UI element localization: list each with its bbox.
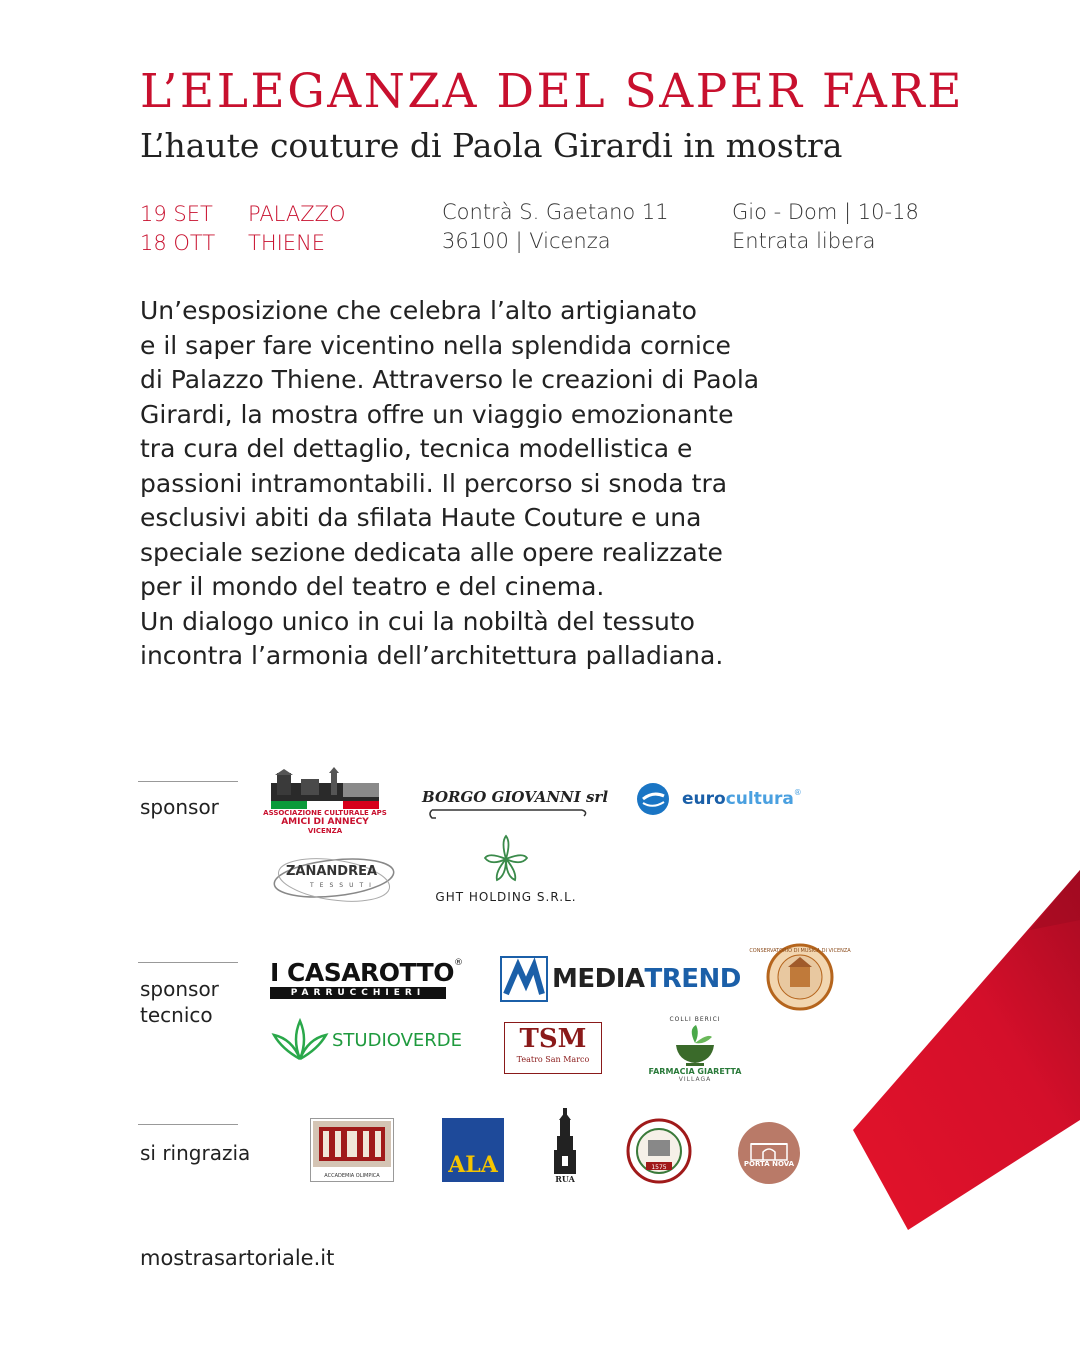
divider (138, 1124, 238, 1125)
zanandrea-name: ZANANDREA (286, 864, 378, 879)
ght-leaf-icon (481, 834, 531, 884)
porta-nova-name: PORTA NOVA (743, 1160, 795, 1168)
tsm-sub: Teatro San Marco (516, 1055, 590, 1064)
tsm-name: TSM (519, 1024, 587, 1054)
tsm-logo (504, 1022, 602, 1074)
accademia-nazionale-year: 1575 (651, 1164, 667, 1171)
ght-name: GHT HOLDING S.R.L. (435, 890, 577, 904)
eurocultura-logo (636, 782, 802, 816)
annecy-line-3: VICENZA (307, 827, 343, 835)
accademia-nazionale-seal-icon (626, 1118, 692, 1184)
event-hours (732, 198, 919, 256)
hours-line-1: Gio - Dom | 10-18 (732, 200, 919, 224)
ala-name: ALA (448, 1152, 498, 1178)
si-ringrazia-label: si ringrazia (140, 1141, 251, 1165)
conservatorio-seal-icon (749, 943, 851, 1011)
eurocultura-word-a: euro (682, 789, 726, 809)
event-venue (248, 200, 346, 258)
event-dates (140, 200, 215, 258)
casarotto-sub: PARRUCCHIERI (270, 987, 446, 999)
rua-tower-icon (551, 1108, 579, 1174)
venue-line-2: THIENE (248, 231, 326, 255)
page-subtitle: L’haute couture di Paola Girardi in mostra (140, 126, 843, 165)
eurocultura-word-b: cultura (725, 789, 794, 809)
description-line: Un dialogo unico in cui la nobiltà del tessuto (140, 606, 695, 636)
event-end-date: 18 OTT (140, 231, 216, 255)
event-start-date: 19 SET (140, 202, 213, 226)
casarotto-logo (270, 958, 463, 1000)
description-line: di Palazzo Thiene. Attraverso le creazioni di Paola (140, 365, 760, 394)
mediatrend-logo (500, 956, 741, 1002)
sponsor-tecnico-label-line-1: sponsor (140, 977, 219, 1001)
divider (138, 781, 238, 782)
description-line: e il saper fare vicentino nella splendida cornice (140, 330, 731, 360)
annecy-castle-icon (271, 769, 379, 809)
description-line: esclusivi abiti da sfilata Haute Couture e una (140, 503, 702, 532)
casarotto-mark: ® (454, 958, 463, 968)
borgo-name: BORGO GIOVANNI srl (422, 788, 609, 806)
ala-logo (442, 1118, 504, 1182)
sponsor-label: sponsor (140, 795, 219, 819)
farmacia-giaretta-logo (640, 1010, 750, 1088)
address-line-2: 36100 | Vicenza (442, 229, 611, 253)
borgo-scroll-icon (422, 806, 592, 822)
description-line: tra cura del dettaglio, tecnica modellistica e (140, 434, 693, 463)
mediatrend-word-b: TREND (644, 964, 741, 994)
conservatorio-text: CONSERVATORIO DI MUSICA DI VICENZA (749, 948, 851, 954)
olimpica-theatre-icon (311, 1119, 393, 1169)
description-line: speciale sezione dedicata alle opere realizzate (140, 537, 723, 567)
ght-holding-logo (428, 830, 584, 908)
event-address (442, 198, 669, 256)
mediatrend-m-icon (500, 956, 548, 1002)
amici-di-annecy-logo (263, 770, 387, 835)
studioverde-leaf-icon (270, 1017, 330, 1063)
description-line: passioni intramontabili. Il percorso si snoda tra (140, 468, 728, 498)
accademia-olimpica-logo (310, 1118, 394, 1182)
annecy-line-2: AMICI DI ANNECY (281, 817, 369, 827)
description-line: per il mondo del teatro e del cinema. (140, 572, 605, 601)
mediatrend-word-a: MEDIA (552, 964, 645, 994)
conservatorio-logo (749, 943, 851, 1011)
mortar-icon (670, 1023, 720, 1067)
eurocultura-mark: ® (793, 788, 802, 797)
farmacia-name: FARMACIA GIARETTA (648, 1066, 742, 1076)
description-line: incontra l’armonia dell’architettura palladiana. (140, 641, 724, 670)
olimpica-name: ACCADEMIA OLIMPICA (324, 1173, 380, 1179)
studioverde-name: STUDIOVERDE (332, 1029, 463, 1051)
divider (138, 962, 238, 963)
eurocultura-globe-icon (636, 782, 672, 816)
rua-logo (550, 1106, 580, 1186)
sponsor-tecnico-label (140, 976, 219, 1028)
porta-nova-gate-icon (749, 1138, 789, 1160)
description-line: Un’esposizione che celebra l’alto artigianato (140, 296, 697, 325)
red-ribbon-decoration (840, 860, 1080, 1240)
porta-nova-logo (738, 1122, 800, 1184)
description-line: Girardi, la mostra offre un viaggio emozionante (140, 399, 734, 429)
farmacia-top: COLLI BERICI (669, 1015, 721, 1023)
venue-line-1: PALAZZO (248, 202, 346, 226)
zanandrea-logo (270, 850, 398, 906)
description (140, 294, 1000, 674)
accademia-nazionale-logo (626, 1118, 692, 1184)
hours-line-2: Entrata libera (732, 229, 876, 253)
farmacia-sub: VILLAGA (678, 1075, 712, 1083)
borgo-giovanni-logo (422, 788, 609, 824)
zanandrea-sub: TESSUTI (310, 882, 377, 889)
address-line-1: Contrà S. Gaetano 11 (442, 200, 669, 224)
studioverde-logo (270, 1016, 462, 1064)
page-title: L’ELEGANZA DEL SAPER FARE (140, 64, 965, 119)
rua-name: RUA (555, 1174, 575, 1184)
sponsor-tecnico-label-line-2: tecnico (140, 1003, 213, 1027)
casarotto-name: I CASAROTTO (270, 958, 454, 987)
website-link[interactable]: mostrasartoriale.it (140, 1246, 335, 1270)
annecy-line-1: ASSOCIAZIONE CULTURALE APS (263, 809, 387, 817)
